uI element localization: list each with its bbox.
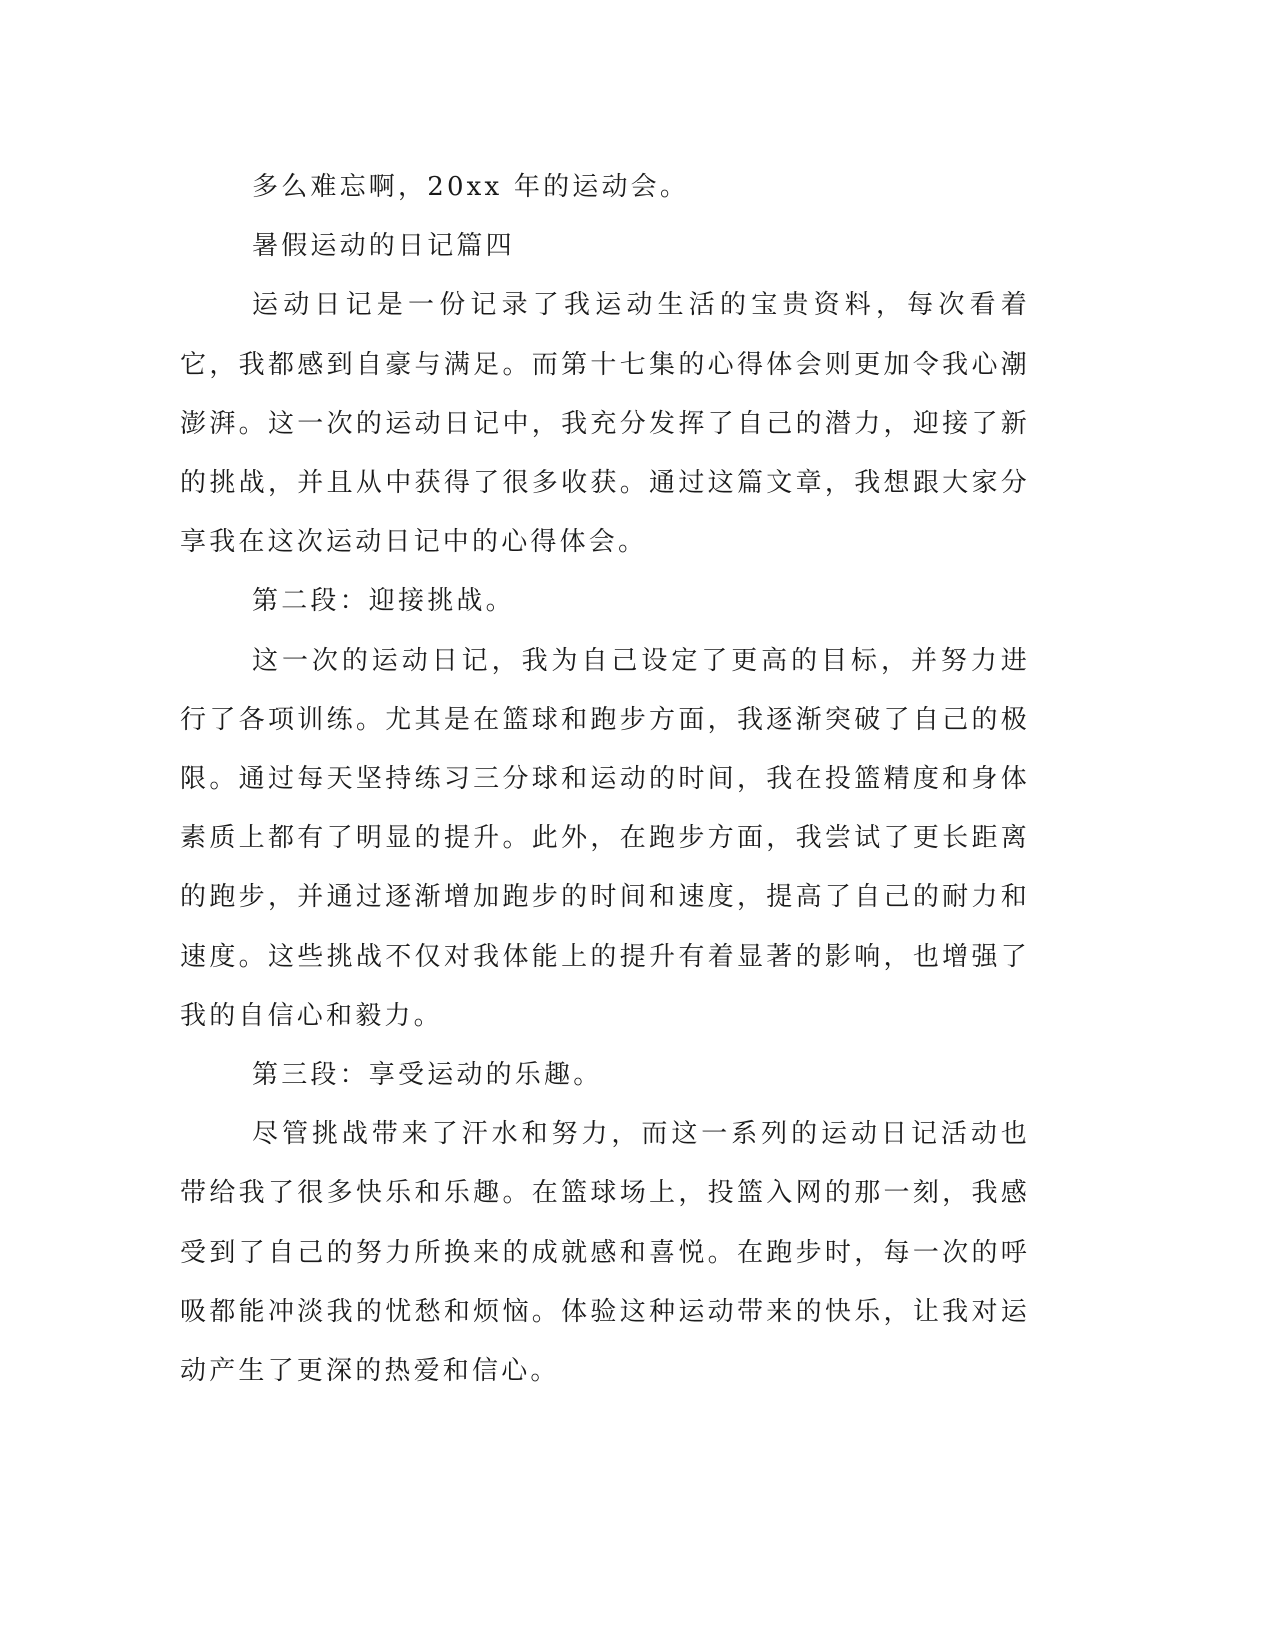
paragraph-challenge: 这一次的运动日记，我为自己设定了更高的目标，并努力进行了各项训练。尤其是在篮球和跑步方面，我逐渐突破了自己的极限。通过每天坚持练习三分球和运动的时间，我在投篮精度和身体素质上都有了明显的提升。此外，在跑步方面，我尝试了更长距离的跑步，并通过逐渐增加跑步的时间和速度，提高了自己的耐力和速度。这些挑战不仅对我体能上的提升有着显著的影响，也增强了我的自信心和毅力。: [180, 645, 1030, 1031]
paragraph-intro: 运动日记是一份记录了我运动生活的宝贵资料，每次看着它，我都感到自豪与满足。而第十七集的心得体会则更加令我心潮澎湃。这一次的运动日记中，我充分发挥了自己的潜力，迎接了新的挑战，并且从中获得了很多收获。通过这篇文章，我想跟大家分享我在这次运动日记中的心得体会。: [180, 290, 1030, 558]
document-body: [180, 158, 1030, 1401]
subheading-second-section: 第二段：迎接挑战。: [252, 586, 515, 617]
paragraph-closing-line: 多么难忘啊，20xx 年的运动会。: [252, 172, 690, 202]
subheading-third-section: 第三段：享受运动的乐趣。: [252, 1060, 603, 1091]
section-heading: 暑假运动的日记篇四: [252, 231, 515, 262]
paragraph-enjoyment: 尽管挑战带来了汗水和努力，而这一系列的运动日记活动也带给我了很多快乐和乐趣。在篮球场上，投篮入网的那一刻，我感受到了自己的努力所换来的成就感和喜悦。在跑步时，每一次的呼吸都能冲淡我的忧愁和烦恼。体验这种运动带来的快乐，让我对运动产生了更深的热爱和信心。: [180, 1119, 1030, 1387]
